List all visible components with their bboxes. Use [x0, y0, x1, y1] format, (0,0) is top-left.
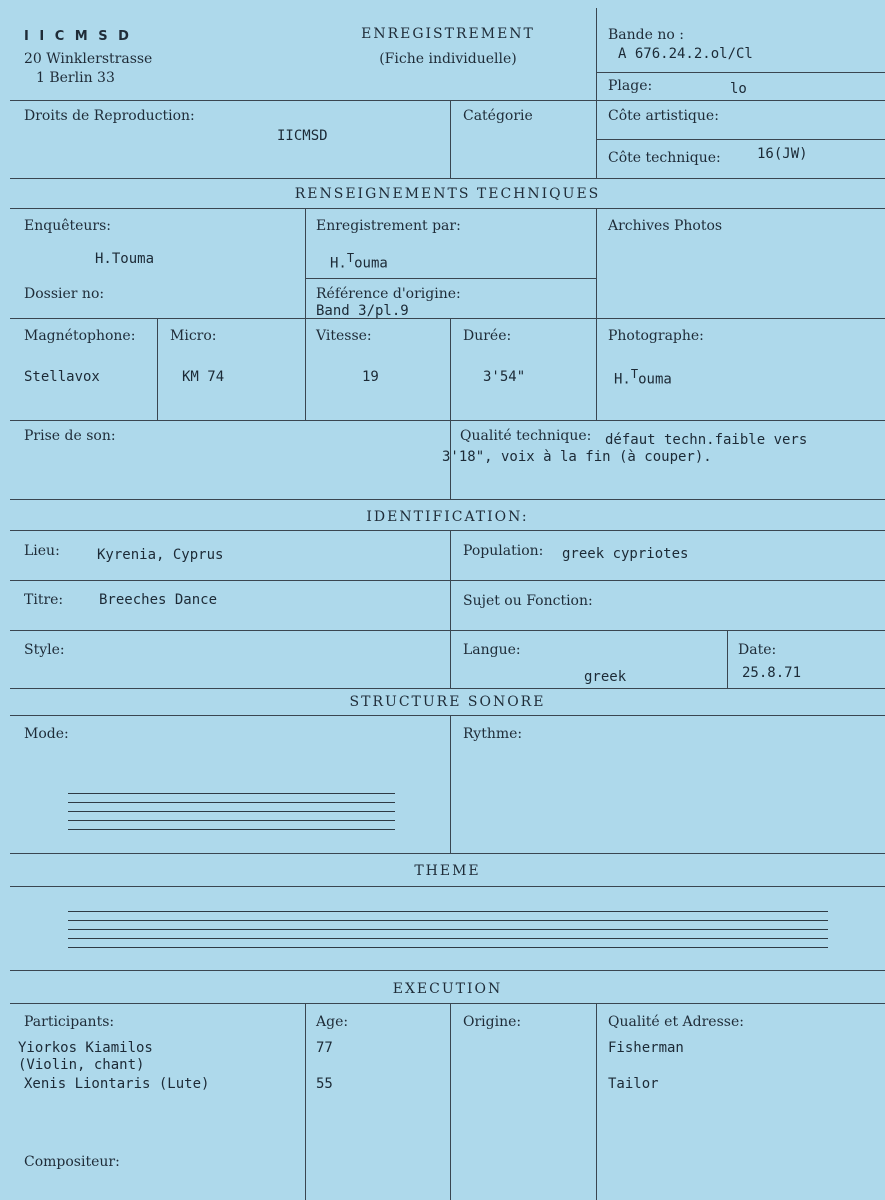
participant-1-age: 77 — [316, 1040, 333, 1056]
vrule-tech-b — [596, 208, 597, 420]
participants-label: Participants: — [24, 1014, 115, 1030]
rule-prise-bottom — [10, 499, 885, 500]
photographe-value-sup: T — [630, 367, 639, 381]
photographe-value-pre: H. — [614, 371, 631, 388]
participant-1-name: Yiorkos Kiamilos — [18, 1040, 153, 1056]
compositeur-label: Compositeur: — [24, 1154, 120, 1170]
rule-theme-title — [10, 886, 885, 887]
enregistrement-value-pre: H. — [330, 255, 347, 272]
enregistrement-value-sup: T — [346, 251, 355, 265]
titre-label: Titre: — [24, 592, 64, 608]
langue-label: Langue: — [463, 642, 521, 658]
section-theme-title: THEME — [414, 863, 481, 879]
rule-ref-bottom — [10, 318, 885, 319]
cote-technique-label: Côte technique: — [608, 150, 721, 166]
org-name: I I C M S D — [24, 29, 132, 44]
rule-theme-bottom — [10, 970, 885, 971]
style-label: Style: — [24, 642, 65, 658]
bande-label: Bande no : — [608, 27, 684, 43]
vitesse-value: 19 — [362, 369, 379, 385]
enqueteurs-value: H.Touma — [95, 251, 155, 267]
participant-2-age: 55 — [316, 1076, 333, 1092]
population-value: greek cypriotes — [562, 546, 689, 562]
duree-label: Durée: — [463, 328, 512, 344]
cote-artistique-label: Côte artistique: — [608, 108, 719, 124]
vrule-exec-a — [305, 1003, 306, 1200]
vrule-exec-b — [450, 1003, 451, 1200]
vrule-ident-mid — [450, 530, 451, 688]
plage-value: lo — [730, 81, 747, 97]
rule-cote — [596, 139, 885, 140]
staff-line — [68, 802, 395, 803]
reference-value: Band 3/pl.9 — [316, 303, 409, 319]
lieu-label: Lieu: — [24, 543, 60, 559]
card-title: ENREGISTREMENT — [361, 26, 535, 42]
population-label: Population: — [463, 543, 544, 559]
vrule-date — [727, 630, 728, 688]
vrule-structure-mid — [450, 715, 451, 853]
date-label: Date: — [738, 642, 777, 658]
sujet-label: Sujet ou Fonction: — [463, 593, 593, 609]
rule-style-bottom — [10, 688, 885, 689]
micro-label: Micro: — [170, 328, 217, 344]
rule-titre-bottom — [10, 630, 885, 631]
staff-line — [68, 938, 828, 939]
rule-exec-title — [10, 1003, 885, 1004]
staff-line — [68, 811, 395, 812]
magnetophone-value: Stellavox — [24, 369, 100, 385]
staff-line — [68, 947, 828, 948]
staff-line — [68, 829, 395, 830]
archives-label: Archives Photos — [608, 218, 723, 234]
droits-value: IICMSD — [277, 128, 328, 144]
rule-bande — [596, 72, 885, 73]
org-street: 20 Winklerstrasse — [24, 51, 153, 67]
origine-label: Origine: — [463, 1014, 522, 1030]
mode-label: Mode: — [24, 726, 69, 742]
cote-technique-value: 16(JW) — [757, 146, 808, 162]
reference-label: Référence d'origine: — [316, 286, 461, 302]
card-subtitle: (Fiche individuelle) — [379, 51, 517, 67]
participant-2-name: Xenis Liontaris (Lute) — [24, 1076, 210, 1092]
org-city: 1 Berlin 33 — [36, 70, 115, 86]
bande-value: A 676.24.2.ol/Cl — [618, 46, 753, 62]
duree-value: 3'54" — [483, 369, 526, 385]
date-value: 25.8.71 — [742, 665, 802, 681]
enqueteurs-label: Enquêteurs: — [24, 218, 112, 234]
vrule-rights-right — [596, 100, 597, 178]
lieu-value: Kyrenia, Cyprus — [97, 547, 224, 563]
rule-tech-title — [10, 208, 885, 209]
photographe-value — [614, 367, 672, 388]
qualite-adresse-label: Qualité et Adresse: — [608, 1014, 744, 1030]
qualite-value-line1: défaut techn.faible vers — [605, 432, 808, 448]
vrule-rights-mid — [450, 100, 451, 178]
vitesse-label: Vitesse: — [316, 328, 372, 344]
vrule-header-right — [596, 8, 597, 101]
participant-1-instruments: (Violin, chant) — [18, 1057, 145, 1073]
section-identification-title: IDENTIFICATION: — [366, 509, 529, 525]
magnetophone-label: Magnétophone: — [24, 328, 136, 344]
rule-mode-bottom — [10, 853, 885, 854]
participant-1-role: Fisherman — [608, 1040, 684, 1056]
langue-value: greek — [584, 669, 627, 685]
enregistrement-label: Enregistrement par: — [316, 218, 461, 234]
section-technical-title: RENSEIGNEMENTS TECHNIQUES — [294, 186, 601, 202]
rule-magneto-bottom — [10, 420, 885, 421]
prise-label: Prise de son: — [24, 428, 116, 444]
enregistrement-value-post: ouma — [354, 255, 388, 272]
dossier-label: Dossier no: — [24, 286, 105, 302]
vrule-exec-c — [596, 1003, 597, 1200]
droits-label: Droits de Reproduction: — [24, 108, 195, 124]
photographe-label: Photographe: — [608, 328, 704, 344]
age-label: Age: — [316, 1014, 349, 1030]
staff-line — [68, 820, 395, 821]
staff-line — [68, 929, 828, 930]
enregistrement-value — [330, 251, 388, 272]
vrule-tech-a — [305, 208, 306, 420]
rule-header-bottom — [10, 100, 885, 101]
staff-line — [68, 793, 395, 794]
plage-label: Plage: — [608, 78, 653, 94]
participant-2-role: Tailor — [608, 1076, 659, 1092]
rule-lieu-bottom — [10, 580, 885, 581]
photographe-value-post: ouma — [638, 371, 672, 388]
staff-line — [68, 920, 828, 921]
section-structure-title: STRUCTURE SONORE — [349, 694, 546, 710]
categorie-label: Catégorie — [463, 108, 533, 124]
vrule-micro — [157, 318, 158, 420]
staff-line — [68, 911, 828, 912]
qualite-value-line2: 3'18", voix à la fin (à couper). — [442, 449, 712, 465]
micro-value: KM 74 — [182, 369, 225, 385]
rule-rights-bottom — [10, 178, 885, 179]
rythme-label: Rythme: — [463, 726, 523, 742]
qualite-label: Qualité technique: — [460, 428, 592, 444]
section-execution-title: EXECUTION — [392, 981, 503, 997]
rule-structure-title — [10, 715, 885, 716]
rule-ident-title — [10, 530, 885, 531]
vrule-duree — [450, 318, 451, 420]
titre-value: Breeches Dance — [99, 592, 218, 608]
rule-enreg — [305, 278, 596, 279]
